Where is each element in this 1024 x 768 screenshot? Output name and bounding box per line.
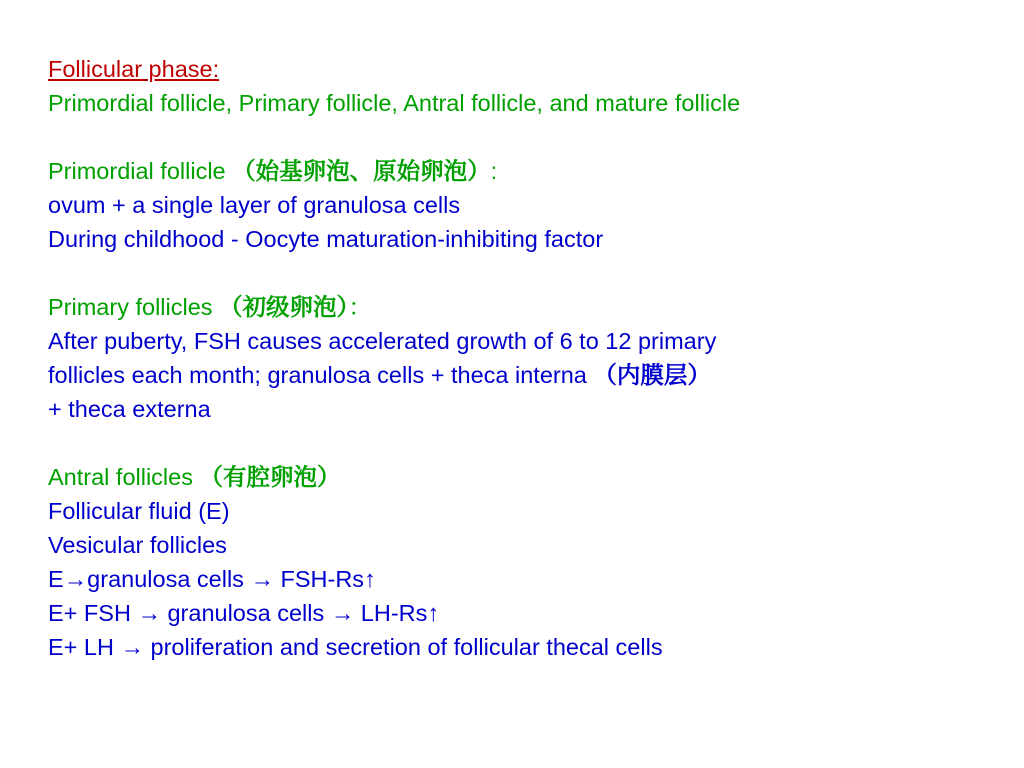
spacer [48,120,1008,154]
antral-line-4: E+ FSH → granulosa cells → LH-Rs↑ [48,600,440,626]
spacer [48,256,1008,290]
primary-line-1: After puberty, FSH causes accelerated growth of 6 to 12 primary [48,328,717,354]
antral-line-2: Vesicular follicles [48,532,227,558]
primordial-title: Primordial follicle [48,158,226,184]
antral-line-1: Follicular fluid (E) [48,498,230,524]
antral-title-chinese: （有腔卵泡） [199,463,341,491]
primary-line-2 [48,358,1008,392]
primary-title-line [48,290,1008,324]
primary-title-colon: ： [348,294,372,320]
primordial-line-1: ovum + a single layer of granulosa cells [48,192,461,218]
primary-line-2-chinese: （内膜层） [593,361,711,389]
primordial-title-line [48,154,1008,188]
primary-line-3: + theca externa [48,396,211,422]
slide-content [48,52,1008,664]
primordial-title-colon: : [490,158,498,184]
primary-title-chinese: （初级卵泡） [219,293,349,321]
antral-title-line [48,460,1008,494]
antral-line-5: E+ LH → proliferation and secretion of follicular thecal cells [48,634,663,660]
antral-line-3: E→granulosa cells → FSH-Rs↑ [48,566,376,592]
primordial-line-2: During childhood - Oocyte maturation-inhibiting factor [48,226,604,252]
primary-line-2-text: follicles each month; granulosa cells + theca interna [48,362,587,388]
primary-title: Primary follicles [48,294,213,320]
section-heading: Follicular phase: [48,56,220,82]
spacer [48,426,1008,460]
follicle-stages-summary: Primordial follicle, Primary follicle, Antral follicle, and mature follicle [48,90,741,116]
primordial-title-chinese: （始基卵泡、原始卵泡） [232,157,491,185]
antral-title: Antral follicles [48,464,193,490]
